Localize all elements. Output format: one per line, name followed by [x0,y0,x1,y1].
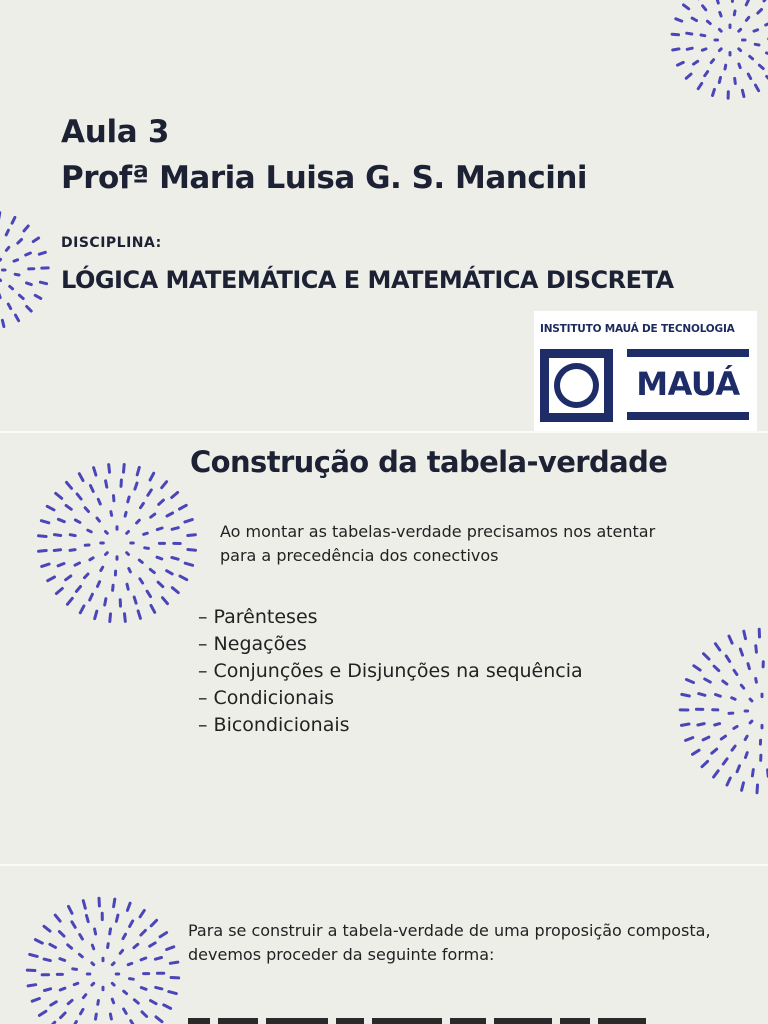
logo-bar-top [627,349,749,357]
content-slide [0,433,768,864]
lesson-title: Aula 3 [61,114,170,150]
precedence-list [198,604,583,739]
list-item: – Parênteses [198,606,318,628]
intro-text [220,520,720,568]
list-item: – Bicondicionais [198,714,350,736]
instruction-text [188,919,768,967]
intro-line: para a precedência dos conectivos [220,546,499,565]
discipline-label: DISCIPLINA: [61,235,162,251]
content-slide-partial [0,866,768,1024]
title-slide [0,0,768,431]
logo-symbol-icon [540,349,613,422]
logo-institute-text: INSTITUTO MAUÁ DE TECNOLOGIA [540,323,735,335]
professor-name: Profª Maria Luisa G. S. Mancini [61,160,588,196]
list-item: – Negações [198,633,307,655]
text-line: devemos proceder da seguinte forma: [188,945,495,964]
intro-line: Ao montar as tabelas-verdade precisamos nos atentar [220,522,656,541]
maua-logo [534,311,757,431]
slide-title: Construção da tabela-verdade [190,445,668,479]
list-item: – Condicionais [198,687,335,709]
logo-wordmark: MAUÁ [636,365,740,403]
text-line: Para se construir a tabela-verdade de uma proposição composta, [188,921,711,940]
discipline-name: LÓGICA MATEMÁTICA E MATEMÁTICA DISCRETA [61,266,674,294]
cropped-text-fragment [188,1012,658,1024]
logo-bar-bottom [627,412,749,420]
list-item: – Conjunções e Disjunções na sequência [198,660,583,682]
